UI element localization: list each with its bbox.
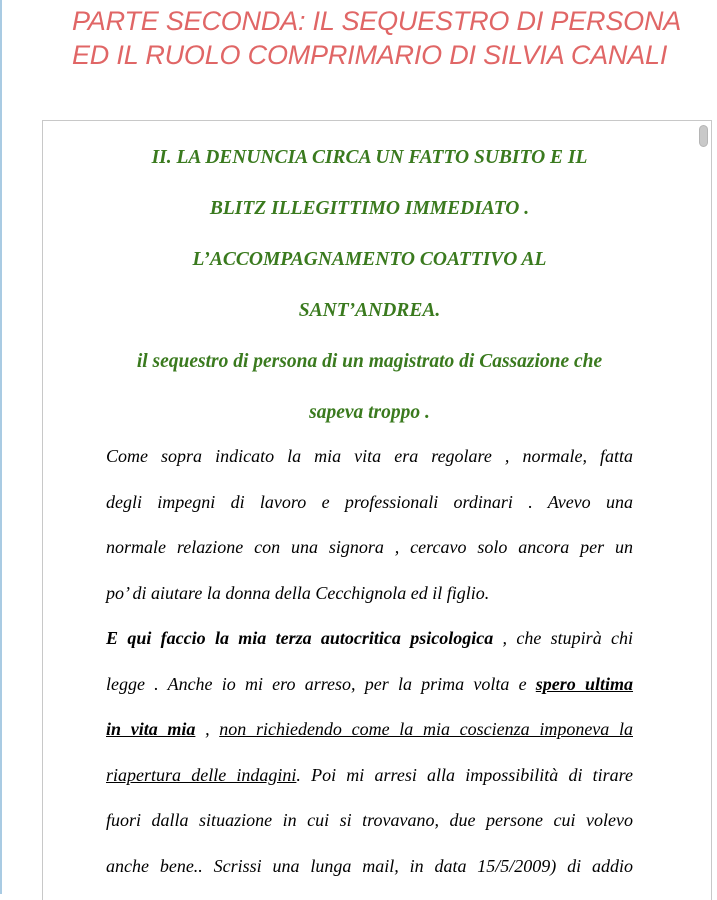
paragraph-1	[106, 434, 633, 616]
paragraph-1-line: Come sopra indicato la mia vita era regolare , normale, fatta	[106, 446, 633, 466]
document-body	[106, 121, 633, 889]
paragraph-2-line-4	[106, 753, 633, 799]
paragraph-2-text: legge . Anche io mi ero arreso, per la prima volta e	[106, 673, 536, 694]
paragraph-2-text: ,	[195, 719, 220, 739]
paragraph-2-line-5: fuori dalla situazione in cui si trovavano, due persone cui volevo	[106, 810, 633, 830]
paragraph-1-line: normale relazione con una signora , cercavo solo ancora per un	[106, 537, 633, 557]
section-heading	[106, 121, 633, 438]
autocritica-bold: E qui faccio la mia terza autocritica psicologica	[106, 628, 494, 648]
spero-ultima-emphasis: spero ultima	[535, 673, 634, 694]
in-vita-mia-emphasis: in vita mia	[106, 719, 196, 739]
paragraph-2-line-6: anche bene.. Scrissi una lunga mail, in data 15/5/2009) di addio	[106, 855, 633, 876]
paragraph-2-line-1	[106, 616, 633, 662]
document-frame[interactable]	[42, 120, 712, 900]
section-heading-line-4: SANT’ANDREA.	[298, 300, 441, 321]
paragraph-2	[106, 616, 633, 889]
paragraph-1-line: degli impegni di lavoro e professionali ordinari . Avevo una	[106, 491, 633, 512]
left-border-rule	[0, 0, 2, 894]
paragraph-2-line-2	[106, 662, 633, 708]
section-subheading-line-1: il sequestro di persona di un magistrato di Cassazione che	[136, 351, 603, 372]
paragraph-1-line: po’ di aiutare la donna della Cecchignola ed il figlio.	[106, 582, 490, 603]
section-subheading-line-2: sapeva troppo .	[309, 402, 430, 423]
section-heading-line-3: L’ACCOMPAGNAMENTO COATTIVO AL	[192, 249, 547, 270]
paragraph-2-line-3	[106, 707, 633, 753]
page-title-line-2: ED IL RUOLO COMPRIMARIO DI SILVIA CANALI	[72, 40, 668, 70]
scrollbar-thumb[interactable]	[699, 125, 708, 147]
paragraph-2-text: , che stupirà chi	[493, 628, 633, 648]
paragraph-2-text: . Poi mi arresi alla impossibilità di tirare	[296, 764, 633, 785]
section-heading-line-1: II. LA DENUNCIA CIRCA UN FATTO SUBITO E IL	[151, 147, 588, 168]
page-title	[72, 4, 712, 72]
underlined-phrase: non richiedendo come la mia coscienza imponeva la	[219, 719, 633, 739]
riapertura-underlined: riapertura delle indagini	[106, 764, 297, 785]
page-title-line-1: PARTE SECONDA: IL SEQUESTRO DI PERSONA	[72, 6, 682, 36]
section-heading-line-2: BLITZ ILLEGITTIMO IMMEDIATO .	[209, 198, 530, 219]
